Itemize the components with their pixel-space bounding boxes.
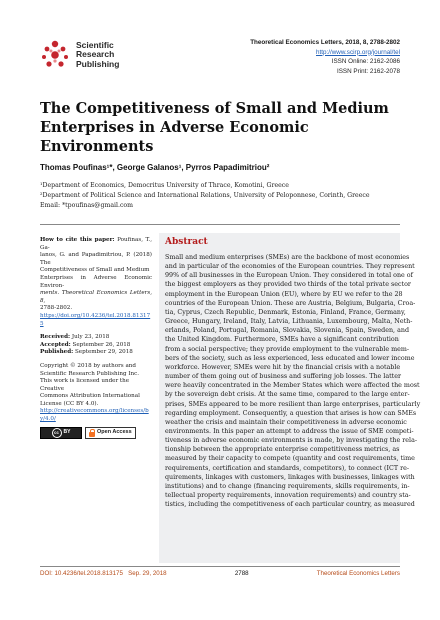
abstract-line: bers of the society, such as less experienced, less educated and lower income [165,354,415,362]
title-line-2: Enterprises in Adverse Economic Environments [40,119,309,155]
copyright-line: This work is licensed under the Creative [40,378,130,392]
page-number: 2788 [234,570,249,577]
title-line-1: The Competitiveness of Small and Medium [40,100,389,117]
abstract-line: 99% of all businesses in the European Union. They considered in total one of [165,272,413,280]
logo-line-1: Scientific [76,39,114,50]
header-divider [40,224,400,225]
citation-doi-link[interactable]: https://doi.org/10.4236/tel.2018.813175 [40,312,151,327]
footer-doi[interactable]: DOI: 10.4236/tel.2018.813175 [40,570,123,577]
footer-journal: Theoretical Economics Letters [316,570,400,577]
abstract-line: the biggest employers as they provided two thirds of the total private sector [165,281,411,289]
abstract-line: erlands, Poland, Portugal, Romania, Slovakia, Slovenia, Spain, Sweden, and [165,327,410,335]
abstract-line: Small and medium enterprises (SMEs) are the backbone of most economies [165,254,410,261]
footer-doi-and-date [40,570,167,577]
dates-block [40,334,152,357]
abstract-body [165,253,421,509]
footer-date: Sep. 29, 2018 [128,570,167,577]
abstract-line: Greece, Hungary, Ireland, Italy, Latvia, Lithuania, Luxembourg, Malta, Neth- [165,318,413,326]
copyright-block [40,363,152,439]
abstract-line: workforce. However, SMEs were hit by the financial crisis with a notable [165,363,401,371]
abstract-line: weather the crisis and maintain their competitiveness in adverse economic [165,418,407,426]
copyright-line: Commons Attribution International [40,393,140,400]
abstract-line: measured by their capacity to compete (quantity and cost requirements, time [165,455,415,463]
citation-line: How to cite this paper: Poufinas, T., Ga- [40,237,152,251]
article-info-sidebar [40,237,152,445]
open-access-badge[interactable] [85,427,136,439]
abstract-line: number of them going out of business and suffering job losses. The latter [165,373,402,381]
citation-line: 2788-2802. [40,305,73,312]
open-access-lock-icon [89,429,95,437]
abstract-line: environments. In this paper an attempt to address the issue of SME competi- [165,427,414,435]
affiliation-1: ¹Department of Economics, Democritus University of Thrace, Komotini, Greece [40,182,289,189]
issn-online: ISSN Online: 2162-2086 [331,58,400,65]
abstract-line: by the sovereign debt crisis. At the same time, compared to the large enter- [165,391,410,399]
footer-divider [40,566,400,567]
abstract-line: tionship between the appropriate enterprise competitiveness metrics, as [165,446,400,454]
abstract-line: and in particular of the economies of the European countries. They represent [165,263,415,271]
author-email[interactable]: Email: *tpoufinas@gmail.com [40,201,133,209]
citation-block [40,237,152,328]
abstract-line: the United Kingdom. Furthermore, SMEs have a significant contribution [165,336,399,344]
copyright-line: Copyright © 2018 by authors and [40,362,136,369]
license-badges [40,427,152,439]
abstract-line: tellectual property requirements, innovation requirements) and country sta- [165,492,411,500]
citation-line: ments. Theoretical Economics Letters, 8, [40,290,152,304]
accepted-date: Accepted: September 26, 2018 [40,341,131,348]
abstract-line: tia, Cyprus, Czech Republic, Denmark, Estonia, Finland, France, Germany, [165,308,406,316]
publisher-name [76,41,119,70]
citation-label: How to cite this paper: [40,237,115,243]
affiliation-2: ²Department of Political Science and International Relations, University of Peloponnese, Corinth, Greece [40,191,370,199]
logo-line-3: Publishing [76,58,120,69]
paper-title [40,99,400,156]
logo-line-2: Research [76,49,115,60]
copyright-line: License (CC BY 4.0). [40,400,99,407]
publisher-logo-icon [40,40,70,70]
citation-line: Enterprises in Adverse Economic Environ- [40,274,152,289]
abstract-line: countries of the European Union. These are Austria, Belgium, Bulgaria, Croa- [165,299,416,307]
publisher-logo[interactable] [40,40,119,70]
page-footer [40,570,400,577]
abstract-line: prises, SMEs appeared to be more resilient than large enterprises, particularly [165,400,421,408]
issn-print: ISSN Print: 2162-2078 [336,67,400,75]
abstract-box [159,233,421,563]
published-date: Published: September 29, 2018 [40,349,133,356]
abstract-line: tiveness in adverse economic environments is made, by investigating the rela- [165,437,417,445]
cc-icon: cc [52,428,62,438]
received-date: Received: July 23, 2018 [40,334,110,341]
journal-meta [250,38,400,76]
citation-line: Competitiveness of Small and Medium [40,267,150,274]
abstract-line: from a social perspective; they provide employment to the vulnerable mem- [165,345,410,353]
cc-by-badge[interactable] [40,427,82,439]
abstract-line: were heavily concentrated in the Member States which were affected the most [165,382,420,390]
abstract-line: regarding employment. Consequently, a question that arises is how can SMEs [165,409,417,417]
cc-by-label: BY [63,428,71,435]
abstract-line: tistics, including the competitiveness of each particular country, as measured [165,501,415,509]
citation-line: lanos, G. and Papadimitriou, P. (2018) The [40,252,152,266]
abstract-line: institutions) and to change (financing requirements, skills requirements, in- [165,482,410,490]
author-list: Thomas Poufinas¹*, George Galanos¹, Pyrros Papadimitriou² [40,163,270,172]
abstract-line: employment in the European Union (EU), where by EU we refer to the 28 [165,290,403,298]
abstract-line: quirements, linkages with customers, linkages with businesses, linkages with [165,473,415,481]
journal-url-link[interactable]: http://www.scirp.org/journal/tel [316,48,400,56]
affiliations [40,181,369,210]
license-link[interactable]: http://creativecommons.org/licenses/by/4.0/ [40,408,149,423]
open-access-label: Open Access [97,428,132,435]
journal-citation: Theoretical Economics Letters, 2018, 8, 2788-2802 [250,39,400,46]
abstract-heading: Abstract [165,237,208,247]
abstract-line: requirements, certification and standards, competitors), to connect (ICT re- [165,464,410,472]
copyright-line: Scientific Research Publishing Inc. [40,370,140,377]
